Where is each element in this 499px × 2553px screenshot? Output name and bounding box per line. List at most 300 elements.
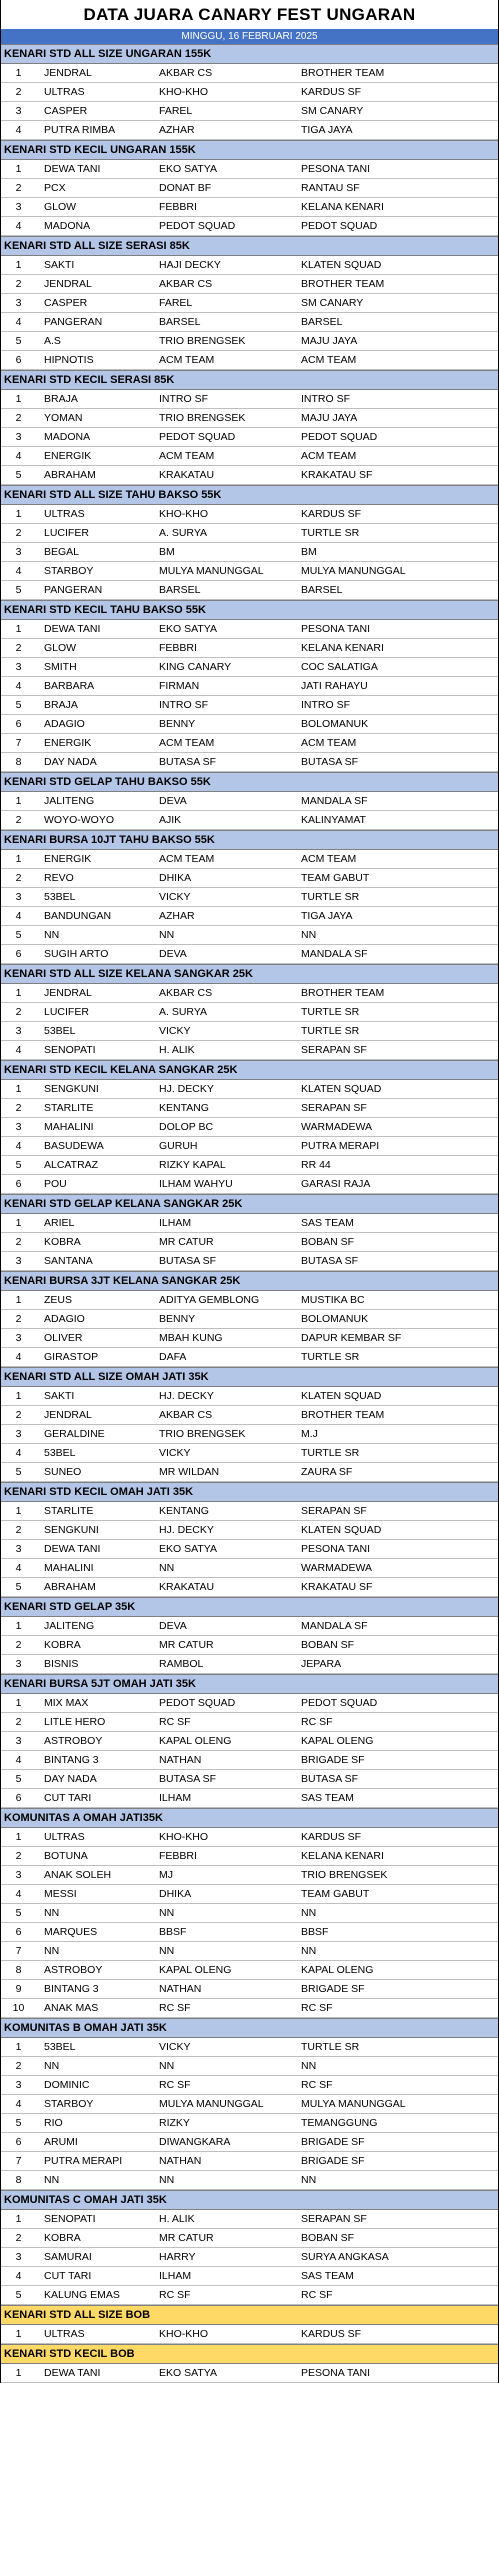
result-row [1,2057,498,2076]
bird-name-cell: MARQUES [44,1926,98,1938]
result-row [1,1387,498,1406]
bird-name-cell: 53BEL [44,1447,76,1459]
bird-name-cell: ARUMI [44,2136,78,2148]
bird-name-cell: DEWA TANI [44,163,101,175]
category-section [1,1060,498,1194]
result-row [1,217,498,236]
owner-cell: VICKY [159,2041,191,2053]
bird-name-cell: DEWA TANI [44,1543,101,1555]
team-cell: BUTASA SF [301,756,358,768]
owner-cell: RIZKY [159,2117,190,2129]
owner-cell: DONAT BF [159,182,212,194]
category-rows [1,64,498,140]
result-row [1,121,498,140]
result-row [1,1578,498,1597]
rank-cell: 4 [15,1447,22,1459]
bird-name-cell: MAHALINI [44,1121,94,1133]
bird-name-cell: ABRAHAM [44,469,96,481]
category-header: KENARI STD KECIL BOB [1,2344,498,2364]
category-section [1,1367,498,1482]
rank-cell: 1 [15,508,22,520]
team-cell: RC SF [301,2002,333,2014]
team-cell: SERAPAN SF [301,1505,367,1517]
owner-cell: ACM TEAM [159,853,215,865]
team-cell: KELANA KENARI [301,201,384,213]
category-rows [1,2038,498,2190]
result-row [1,1175,498,1194]
bird-name-cell: SUNEO [44,1466,82,1478]
owner-cell: NATHAN [159,2155,202,2167]
bird-name-cell: BRAJA [44,699,78,711]
result-row [1,696,498,715]
rank-cell: 4 [15,565,22,577]
owner-cell: MJ [159,1869,173,1881]
team-cell: BOLOMANUK [301,718,369,730]
category-rows [1,1617,498,1674]
owner-cell: BENNY [159,1313,196,1325]
bird-name-cell: ULTRAS [44,508,85,520]
team-cell: TURTLE SR [301,1447,360,1459]
result-row [1,850,498,869]
category-section [1,44,498,140]
category-header: KOMUNITAS C OMAH JATI 35K [1,2190,498,2210]
rank-cell: 3 [15,1121,22,1133]
team-cell: GARASI RAJA [301,1178,371,1190]
rank-cell: 7 [15,2155,22,2167]
category-section [1,1674,498,1808]
category-section [1,485,498,600]
team-cell: KELANA KENARI [301,1850,384,1862]
rank-cell: 6 [15,1178,22,1190]
category-header: KENARI STD GELAP TAHU BAKSO 55K [1,772,498,792]
rank-cell: 4 [15,680,22,692]
team-cell: TRIO BRENGSEK [301,1869,388,1881]
rank-cell: 3 [15,1658,22,1670]
rank-cell: 3 [15,2079,22,2091]
result-row [1,869,498,888]
result-row [1,734,498,753]
result-row [1,1329,498,1348]
owner-cell: HJ. DECKY [159,1524,214,1536]
owner-cell: KING CANARY [159,661,232,673]
result-row [1,83,498,102]
category-section [1,2305,498,2344]
owner-cell: FEBBRI [159,1850,197,1862]
bird-name-cell: PANGERAN [44,316,103,328]
result-row [1,984,498,1003]
category-rows [1,160,498,236]
team-cell: INTRO SF [301,699,350,711]
team-cell: ACM TEAM [301,737,357,749]
owner-cell: RC SF [159,2289,191,2301]
team-cell: BOBAN SF [301,1236,355,1248]
team-cell: TURTLE SR [301,891,360,903]
owner-cell: BUTASA SF [159,1773,216,1785]
owner-cell: PEDOT SQUAD [159,220,236,232]
team-cell: BOLOMANUK [301,1313,369,1325]
category-rows [1,620,498,772]
bird-name-cell: SMITH [44,661,77,673]
bird-name-cell: ZEUS [44,1294,73,1306]
bird-name-cell: KOBRA [44,1639,81,1651]
team-cell: KAPAL OLENG [301,1964,374,1976]
rank-cell: 2 [15,412,22,424]
rank-cell: 2 [15,86,22,98]
category-section [1,964,498,1060]
team-cell: BROTHER TEAM [301,67,385,79]
result-row [1,2171,498,2190]
owner-cell: AKBAR CS [159,67,213,79]
rank-cell: 3 [15,891,22,903]
team-cell: KLATEN SQUAD [301,259,382,271]
team-cell: SM CANARY [301,105,364,117]
category-rows [1,2210,498,2305]
owner-cell: FAREL [159,105,193,117]
team-cell: MANDALA SF [301,948,368,960]
result-row [1,1003,498,1022]
bird-name-cell: SAMURAI [44,2251,92,2263]
team-cell: TURTLE SR [301,1006,360,1018]
rank-cell: 8 [15,1964,22,1976]
result-row [1,945,498,964]
category-header: KENARI STD ALL SIZE BOB [1,2305,498,2325]
owner-cell: RC SF [159,1716,191,1728]
team-cell: MAJU JAYA [301,412,358,424]
team-cell: BUTASA SF [301,1773,358,1785]
owner-cell: NN [159,2174,175,2186]
result-row [1,1291,498,1310]
owner-cell: VICKY [159,1025,191,1037]
category-section [1,772,498,830]
rank-cell: 2 [15,1313,22,1325]
category-rows [1,505,498,600]
bird-name-cell: ULTRAS [44,1831,85,1843]
owner-cell: RC SF [159,2002,191,2014]
result-row [1,1252,498,1271]
bird-name-cell: JALITENG [44,1620,95,1632]
owner-cell: DEVA [159,795,187,807]
result-row [1,160,498,179]
owner-cell: KAPAL OLENG [159,1964,232,1976]
result-row [1,351,498,370]
category-header: KENARI STD ALL SIZE KELANA SANGKAR 25K [1,964,498,984]
owner-cell: NN [159,929,175,941]
team-cell: TIGA JAYA [301,124,353,136]
result-row [1,1961,498,1980]
owner-cell: BARSEL [159,584,201,596]
team-cell: M.J [301,1428,318,1440]
team-cell: BARSEL [301,316,343,328]
result-row [1,1770,498,1789]
team-cell: KARDUS SF [301,86,362,98]
result-row [1,1789,498,1808]
result-row [1,294,498,313]
result-row [1,524,498,543]
bird-name-cell: ASTROBOY [44,1964,103,1976]
rank-cell: 3 [15,105,22,117]
team-cell: PESONA TANI [301,623,371,635]
bird-name-cell: ENERGIK [44,450,92,462]
team-cell: BBSF [301,1926,329,1938]
team-cell: BARSEL [301,584,343,596]
rank-cell: 2 [15,527,22,539]
bird-name-cell: ULTRAS [44,2328,85,2340]
rank-cell: 5 [15,1907,22,1919]
owner-cell: BUTASA SF [159,1255,216,1267]
owner-cell: TRIO BRENGSEK [159,412,246,424]
team-cell: RANTAU SF [301,182,360,194]
bird-name-cell: 53BEL [44,1025,76,1037]
rank-cell: 9 [15,1983,22,1995]
category-header: KENARI STD KECIL TAHU BAKSO 55K [1,600,498,620]
result-row [1,1885,498,1904]
result-row [1,447,498,466]
rank-cell: 6 [15,1792,22,1804]
rank-cell: 3 [15,1025,22,1037]
rank-cell: 2 [15,872,22,884]
bird-name-cell: CASPER [44,105,88,117]
owner-cell: AKBAR CS [159,1409,213,1421]
bird-name-cell: ARIEL [44,1217,75,1229]
team-cell: NN [301,929,317,941]
bird-name-cell: BINTANG 3 [44,1983,99,1995]
bird-name-cell: YOMAN [44,412,83,424]
result-row [1,581,498,600]
result-row [1,1214,498,1233]
team-cell: MANDALA SF [301,1620,368,1632]
team-cell: BRIGADE SF [301,1983,365,1995]
team-cell: RR 44 [301,1159,331,1171]
bird-name-cell: NN [44,1907,60,1919]
team-cell: TURTLE SR [301,1025,360,1037]
result-row [1,888,498,907]
owner-cell: ACM TEAM [159,450,215,462]
owner-cell: MR CATUR [159,1236,214,1248]
result-row [1,543,498,562]
result-row [1,1156,498,1175]
rank-cell: 1 [15,1083,22,1095]
result-row [1,64,498,83]
owner-cell: A. SURYA [159,1006,208,1018]
bird-name-cell: GLOW [44,201,77,213]
result-row [1,313,498,332]
result-row [1,1463,498,1482]
rank-cell: 2 [15,2232,22,2244]
rank-cell: 2 [15,642,22,654]
team-cell: KLATEN SQUAD [301,1524,382,1536]
rank-cell: 2 [15,1850,22,1862]
owner-cell: ACM TEAM [159,737,215,749]
owner-cell: FAREL [159,297,193,309]
rank-cell: 4 [15,1140,22,1152]
rank-cell: 2 [15,2060,22,2072]
owner-cell: KHO-KHO [159,2328,209,2340]
category-section [1,1271,498,1367]
rank-cell: 2 [15,1639,22,1651]
owner-cell: GURUH [159,1140,198,1152]
rank-cell: 3 [15,1543,22,1555]
result-row [1,1022,498,1041]
owner-cell: AZHAR [159,124,195,136]
category-section [1,140,498,236]
bird-name-cell: ADAGIO [44,1313,85,1325]
category-header: KENARI STD ALL SIZE OMAH JATI 35K [1,1367,498,1387]
result-row [1,907,498,926]
owner-cell: MBAH KUNG [159,1332,223,1344]
owner-cell: A. SURYA [159,527,208,539]
rank-cell: 6 [15,2136,22,2148]
team-cell: SERAPAN SF [301,1044,367,1056]
rank-cell: 2 [15,1716,22,1728]
team-cell: PESONA TANI [301,163,371,175]
owner-cell: EKO SATYA [159,163,217,175]
team-cell: RC SF [301,2079,333,2091]
bird-name-cell: SENOPATI [44,1044,96,1056]
owner-cell: DEVA [159,1620,187,1632]
result-row [1,2152,498,2171]
result-row [1,198,498,217]
result-row [1,2114,498,2133]
owner-cell: RAMBOL [159,1658,204,1670]
result-row [1,2325,498,2344]
owner-cell: INTRO SF [159,699,208,711]
category-header: KENARI STD ALL SIZE UNGARAN 155K [1,44,498,64]
category-rows [1,1387,498,1482]
owner-cell: KENTANG [159,1505,209,1517]
result-row [1,390,498,409]
category-section [1,1808,498,2018]
result-row [1,1444,498,1463]
category-rows [1,1291,498,1367]
team-cell: BOBAN SF [301,2232,355,2244]
team-cell: SAS TEAM [301,1792,354,1804]
team-cell: BRIGADE SF [301,2155,365,2167]
bird-name-cell: ANAK MAS [44,2002,99,2014]
category-section [1,2018,498,2190]
result-row [1,2364,498,2383]
owner-cell: PEDOT SQUAD [159,1697,236,1709]
team-cell: KELANA KENARI [301,642,384,654]
owner-cell: HAJI DECKY [159,259,221,271]
rank-cell: 5 [15,469,22,481]
result-row [1,926,498,945]
bird-name-cell: ALCATRAZ [44,1159,99,1171]
bird-name-cell: BISNIS [44,1658,79,1670]
result-row [1,256,498,275]
result-row [1,1233,498,1252]
bird-name-cell: A.S [44,335,61,347]
bird-name-cell: BRAJA [44,393,78,405]
rank-cell: 1 [15,163,22,175]
result-row [1,1559,498,1578]
owner-cell: BARSEL [159,316,201,328]
rank-cell: 1 [15,1505,22,1517]
team-cell: NN [301,2174,317,2186]
result-row [1,275,498,294]
bird-name-cell: JENDRAL [44,278,92,290]
team-cell: NN [301,1945,317,1957]
team-cell: JATI RAHAYU [301,680,368,692]
category-header: KENARI STD KECIL UNGARAN 155K [1,140,498,160]
owner-cell: MULYA MANUNGGAL [159,2098,264,2110]
result-row [1,1080,498,1099]
team-cell: PEDOT SQUAD [301,220,378,232]
result-row [1,1406,498,1425]
team-cell: KRAKATAU SF [301,1581,373,1593]
team-cell: BROTHER TEAM [301,278,385,290]
rank-cell: 3 [15,1735,22,1747]
bird-name-cell: DOMINIC [44,2079,90,2091]
rank-cell: 5 [15,1773,22,1785]
result-row [1,658,498,677]
team-cell: TEAM GABUT [301,1888,370,1900]
category-header: KOMUNITAS A OMAH JATI35K [1,1808,498,1828]
owner-cell: EKO SATYA [159,1543,217,1555]
category-section [1,830,498,964]
rank-cell: 5 [15,335,22,347]
owner-cell: AKBAR CS [159,278,213,290]
team-cell: SAS TEAM [301,2270,354,2282]
owner-cell: ILHAM [159,1792,192,1804]
bird-name-cell: DAY NADA [44,756,97,768]
rank-cell: 1 [15,2041,22,2053]
owner-cell: FEBBRI [159,201,197,213]
bird-name-cell: GLOW [44,642,77,654]
rank-cell: 2 [15,182,22,194]
bird-name-cell: JALITENG [44,795,95,807]
bird-name-cell: SANTANA [44,1255,93,1267]
results-sections [1,44,498,2383]
result-row [1,2248,498,2267]
result-row [1,792,498,811]
result-row [1,1751,498,1770]
rank-cell: 1 [15,1217,22,1229]
bird-name-cell: SAKTI [44,259,75,271]
bird-name-cell: CASPER [44,297,88,309]
category-header: KENARI STD KECIL OMAH JATI 35K [1,1482,498,1502]
result-row [1,332,498,351]
result-row [1,2133,498,2152]
rank-cell: 1 [15,623,22,635]
rank-cell: 6 [15,354,22,366]
team-cell: BRIGADE SF [301,1754,365,1766]
bird-name-cell: SENOPATI [44,2213,96,2225]
owner-cell: H. ALIK [159,1044,195,1056]
owner-cell: NN [159,1562,175,1574]
bird-name-cell: KALUNG EMAS [44,2289,120,2301]
bird-name-cell: MESSI [44,1888,77,1900]
category-section [1,2344,498,2383]
category-header: KOMUNITAS B OMAH JATI 35K [1,2018,498,2038]
owner-cell: KRAKATAU [159,1581,215,1593]
bird-name-cell: BARBARA [44,680,95,692]
bird-name-cell: BASUDEWA [44,1140,104,1152]
rank-cell: 1 [15,2328,22,2340]
category-header: KENARI BURSA 3JT KELANA SANGKAR 25K [1,1271,498,1291]
rank-cell: 5 [15,2289,22,2301]
category-section [1,1597,498,1674]
bird-name-cell: RIO [44,2117,63,2129]
category-section [1,236,498,370]
result-row [1,677,498,696]
result-row [1,2038,498,2057]
bird-name-cell: BEGAL [44,546,80,558]
owner-cell: HARRY [159,2251,196,2263]
rank-cell: 4 [15,220,22,232]
owner-cell: PEDOT SQUAD [159,431,236,443]
team-cell: PESONA TANI [301,2367,371,2379]
result-row [1,1041,498,1060]
